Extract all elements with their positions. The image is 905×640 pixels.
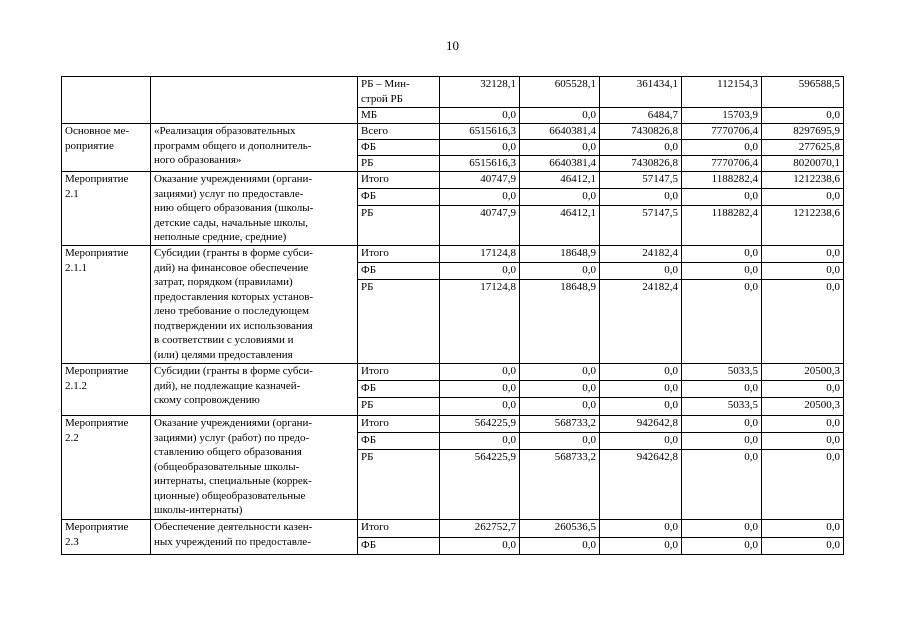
value-cell: 568733,2	[520, 416, 600, 433]
value-cell: 0,0	[600, 398, 682, 416]
value-cell: 20500,3	[762, 398, 844, 416]
value-cell: 596588,5	[762, 77, 844, 108]
funding-source-cell: ФБ	[358, 140, 440, 156]
funding-source-cell: Итого	[358, 416, 440, 433]
value-cell: 15703,9	[682, 108, 762, 124]
value-cell: 6484,7	[600, 108, 682, 124]
table-row	[62, 364, 844, 381]
value-cell: 24182,4	[600, 246, 682, 263]
value-cell: 0,0	[600, 520, 682, 538]
table-row	[62, 246, 844, 263]
value-cell: 0,0	[520, 381, 600, 398]
value-cell: 0,0	[440, 108, 520, 124]
value-cell: 0,0	[762, 416, 844, 433]
program-name-cell: Основное ме- роприятие	[62, 124, 151, 172]
program-description-cell: Обеспечение деятельности казен- ных учреждений по предоставле-	[151, 520, 358, 555]
value-cell: 0,0	[520, 263, 600, 280]
value-cell: 0,0	[600, 263, 682, 280]
value-cell: 0,0	[440, 381, 520, 398]
table-row	[62, 124, 844, 140]
value-cell: 0,0	[762, 280, 844, 364]
value-cell: 0,0	[520, 364, 600, 381]
value-cell: 0,0	[440, 263, 520, 280]
value-cell: 0,0	[440, 538, 520, 555]
value-cell: 361434,1	[600, 77, 682, 108]
value-cell: 46412,1	[520, 172, 600, 189]
funding-source-cell: РБ	[358, 398, 440, 416]
value-cell: 18648,9	[520, 246, 600, 263]
value-cell: 112154,3	[682, 77, 762, 108]
funding-source-cell: Итого	[358, 172, 440, 189]
funding-source-cell: ФБ	[358, 538, 440, 555]
value-cell: 6640381,4	[520, 124, 600, 140]
value-cell: 0,0	[682, 140, 762, 156]
value-cell: 277625,8	[762, 140, 844, 156]
value-cell: 5033,5	[682, 398, 762, 416]
value-cell: 0,0	[682, 263, 762, 280]
value-cell: 0,0	[762, 433, 844, 450]
value-cell: 0,0	[682, 433, 762, 450]
value-cell: 0,0	[600, 433, 682, 450]
program-name-cell: Мероприятие 2.1.1	[62, 246, 151, 364]
value-cell: 0,0	[440, 433, 520, 450]
value-cell: 57147,5	[600, 206, 682, 246]
value-cell: 1188282,4	[682, 206, 762, 246]
value-cell: 0,0	[682, 381, 762, 398]
value-cell: 0,0	[520, 538, 600, 555]
value-cell: 6515616,3	[440, 156, 520, 172]
value-cell: 57147,5	[600, 172, 682, 189]
program-name-cell: Мероприятие 2.3	[62, 520, 151, 555]
value-cell: 1212238,6	[762, 172, 844, 189]
funding-source-cell: РБ	[358, 450, 440, 520]
source-label: строй РБ	[361, 92, 403, 105]
value-cell: 0,0	[682, 538, 762, 555]
page-number: 10	[446, 38, 459, 53]
value-cell: 40747,9	[440, 172, 520, 189]
table-row	[62, 520, 844, 538]
value-cell: 0,0	[762, 538, 844, 555]
value-cell: 0,0	[762, 450, 844, 520]
value-cell: 0,0	[600, 538, 682, 555]
value-cell: 6515616,3	[440, 124, 520, 140]
value-cell: 0,0	[520, 189, 600, 206]
program-description-cell	[151, 77, 358, 124]
value-cell: 0,0	[600, 140, 682, 156]
value-cell: 942642,8	[600, 450, 682, 520]
value-cell: 7770706,4	[682, 156, 762, 172]
funding-source-cell: Итого	[358, 520, 440, 538]
value-cell: 6640381,4	[520, 156, 600, 172]
program-description-cell: Оказание учреждениями (органи- зациями) услуг (работ) по предо- ставлению общего образования (общеобразовательные школы- интернаты, специальные (коррек- ционные) общеобразовательные школы-интернаты)	[151, 416, 358, 520]
program-name-cell	[62, 77, 151, 124]
value-cell: 564225,9	[440, 450, 520, 520]
value-cell: 0,0	[520, 433, 600, 450]
value-cell: 0,0	[520, 398, 600, 416]
value-cell: 0,0	[762, 520, 844, 538]
value-cell: 1212238,6	[762, 206, 844, 246]
value-cell: 24182,4	[600, 280, 682, 364]
program-description-cell: Оказание учреждениями (органи- зациями) услуг по предоставле- нию общего образования (школы- детские сады, начальные школы, неполные средние, средние)	[151, 172, 358, 246]
value-cell: 7430826,8	[600, 156, 682, 172]
value-cell: 0,0	[682, 189, 762, 206]
table-row	[62, 416, 844, 433]
program-name-cell: Мероприятие 2.2	[62, 416, 151, 520]
value-cell: 0,0	[440, 364, 520, 381]
source-label: РБ – Мин-	[361, 78, 410, 90]
program-name-cell: Мероприятие 2.1.2	[62, 364, 151, 416]
program-description-cell: «Реализация образовательных программ общего и дополнитель- ного образования»	[151, 124, 358, 172]
program-description-cell: Субсидии (гранты в форме субси- дий) на финансовое обеспечение затрат, порядком (правилами) предоставления которых установ- лено требование о последующем подтверждении их использования в соответствии с условиями и (или) целями предоставления	[151, 246, 358, 364]
value-cell: 17124,8	[440, 280, 520, 364]
value-cell: 0,0	[600, 381, 682, 398]
value-cell: 18648,9	[520, 280, 600, 364]
value-cell: 0,0	[440, 189, 520, 206]
program-name-cell: Мероприятие 2.1	[62, 172, 151, 246]
value-cell: 8297695,9	[762, 124, 844, 140]
value-cell: 32128,1	[440, 77, 520, 108]
value-cell: 8020070,1	[762, 156, 844, 172]
funding-source-cell: ФБ	[358, 263, 440, 280]
value-cell: 17124,8	[440, 246, 520, 263]
value-cell: 0,0	[600, 189, 682, 206]
table-row	[62, 172, 844, 189]
value-cell: 942642,8	[600, 416, 682, 433]
funding-source-cell: Итого	[358, 246, 440, 263]
value-cell: 1188282,4	[682, 172, 762, 189]
funding-source-cell: МБ	[358, 108, 440, 124]
funding-source-cell: Всего	[358, 124, 440, 140]
value-cell: 568733,2	[520, 450, 600, 520]
value-cell: 0,0	[520, 108, 600, 124]
value-cell: 0,0	[440, 140, 520, 156]
value-cell: 5033,5	[682, 364, 762, 381]
value-cell: 260536,5	[520, 520, 600, 538]
value-cell: 0,0	[682, 280, 762, 364]
value-cell: 20500,3	[762, 364, 844, 381]
funding-source-cell	[358, 77, 440, 108]
value-cell: 0,0	[762, 263, 844, 280]
value-cell: 0,0	[762, 381, 844, 398]
funding-source-cell: РБ	[358, 156, 440, 172]
funding-source-cell: ФБ	[358, 381, 440, 398]
funding-source-cell: ФБ	[358, 433, 440, 450]
value-cell: 7770706,4	[682, 124, 762, 140]
value-cell: 262752,7	[440, 520, 520, 538]
value-cell: 0,0	[682, 246, 762, 263]
value-cell: 0,0	[682, 450, 762, 520]
funding-source-cell: ФБ	[358, 189, 440, 206]
value-cell: 0,0	[682, 416, 762, 433]
value-cell: 40747,9	[440, 206, 520, 246]
funding-source-cell: РБ	[358, 206, 440, 246]
funding-source-cell: Итого	[358, 364, 440, 381]
value-cell: 0,0	[440, 398, 520, 416]
funding-source-cell: РБ	[358, 280, 440, 364]
value-cell: 564225,9	[440, 416, 520, 433]
value-cell: 0,0	[762, 189, 844, 206]
value-cell: 0,0	[600, 364, 682, 381]
value-cell: 605528,1	[520, 77, 600, 108]
value-cell: 46412,1	[520, 206, 600, 246]
value-cell: 0,0	[762, 108, 844, 124]
value-cell: 7430826,8	[600, 124, 682, 140]
program-description-cell: Субсидии (гранты в форме субси- дий), не подлежащие казначей- скому сопровождению	[151, 364, 358, 416]
value-cell: 0,0	[762, 246, 844, 263]
budget-table	[61, 76, 844, 555]
value-cell: 0,0	[682, 520, 762, 538]
table-row	[62, 77, 844, 108]
value-cell: 0,0	[520, 140, 600, 156]
